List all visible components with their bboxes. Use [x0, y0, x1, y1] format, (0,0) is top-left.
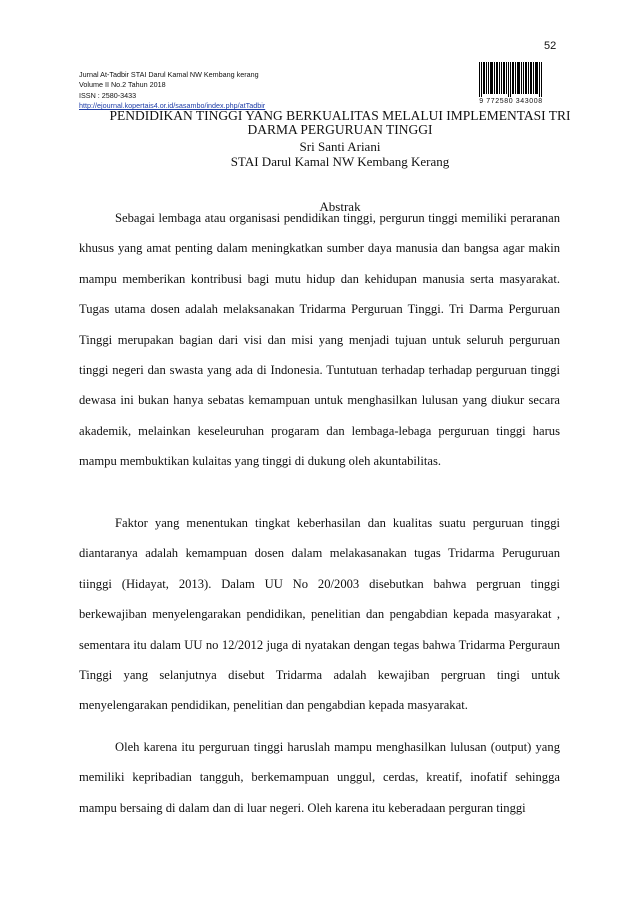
barcode-icon — [473, 62, 549, 98]
page-number: 52 — [544, 40, 557, 52]
journal-url-link[interactable]: http://ejournal.kopertais4.or.id/sasambo/index.php/atTadbir — [79, 101, 266, 111]
barcode-digits: 9 772580 343008 — [479, 98, 543, 105]
issn-barcode — [473, 62, 549, 110]
article-affiliation: STAI Darul Kamal NW Kembang Kerang — [230, 154, 450, 169]
journal-name: Jurnal At-Tadbir STAI Darul Kamal NW Kembang kerang — [79, 70, 259, 79]
journal-header — [79, 70, 265, 112]
journal-volume: Volume II No.2 Tahun 2018 — [79, 80, 166, 90]
body-paragraph-2: Faktor yang menentukan tingkat keberhasilan dan kualitas suatu perguruan tinggi diantaranya adalah kemampuan dosen dalam melakasanakan tugas Tridarma Peruguruan tiinggi (Hidayat, 2013). Dalam UU No 20/2003 disebutkan bahwa pergruan tinggi berkewajiban menyelengarakan pendidikan, penelitian dan pengabdian kepada masyarakat , sementara itu dalam UU no 12/2012 juga di nyatakan dengan tegas bahwa Tridarma Perguraun Tinggi yang selanjutnya disebut Tridarma adalah kewajiban pergruan tingi untuk menyelengarakan pendidikan, penelitian dan pengabdian kepada masyarakat. — [79, 516, 560, 713]
article-title: PENDIDIKAN TINGGI YANG BERKUALITAS MELALUI IMPLEMENTASI TRI DARMA PERGURUAN TINGGI — [109, 108, 571, 137]
journal-issn: ISSN : 2580-3433 — [79, 90, 137, 100]
body-paragraph-3: Oleh karena itu perguruan tinggi haruslah mampu menghasilkan lulusan (output) yang memiliki kepribadian tangguh, berkemampuan unggul, cerdas, kreatif, inofatif sehingga mampu bersaing di dalam dan di luar negeri. Oleh karena itu keberadaan perguran tinggi — [79, 740, 560, 815]
abstract-heading: Abstrak — [319, 199, 361, 214]
abstract-paragraph-1: Sebagai lembaga atau organisasi pendidikan tinggi, pergurun tinggi memiliki peraranan khusus yang amat penting dalam meningkatkan sumber daya manusia dan bangsa agar makin mampu memberikan kontribusi bagi mutu hidup dan kehidupan manusia serta masyarakat. Tugas utama dosen adalah melaksanakan Tridarma Perguruan Tinggi. Tri Darma Perguruan Tinggi merupakan bagian dari visi dan misi yang menjadi tujuan untuk seluruh perguruan tinggi negeri dan swasta yang ada di Indonesia. Tuntutuan terhadap terhadap perguruan tinggi dewasa ini bukan hanya sebatas kemampuan untuk menghasilkan lulusan yang diukur secara akademik, melainkan keseleuruhan progaram dan lembaga-lebaga perguruan tinggi harus mampu membuktikan kulaitas yang tinggi di dukung oleh akuntabilitas. — [79, 211, 560, 469]
article-author: Sri Santi Ariani — [299, 139, 381, 154]
